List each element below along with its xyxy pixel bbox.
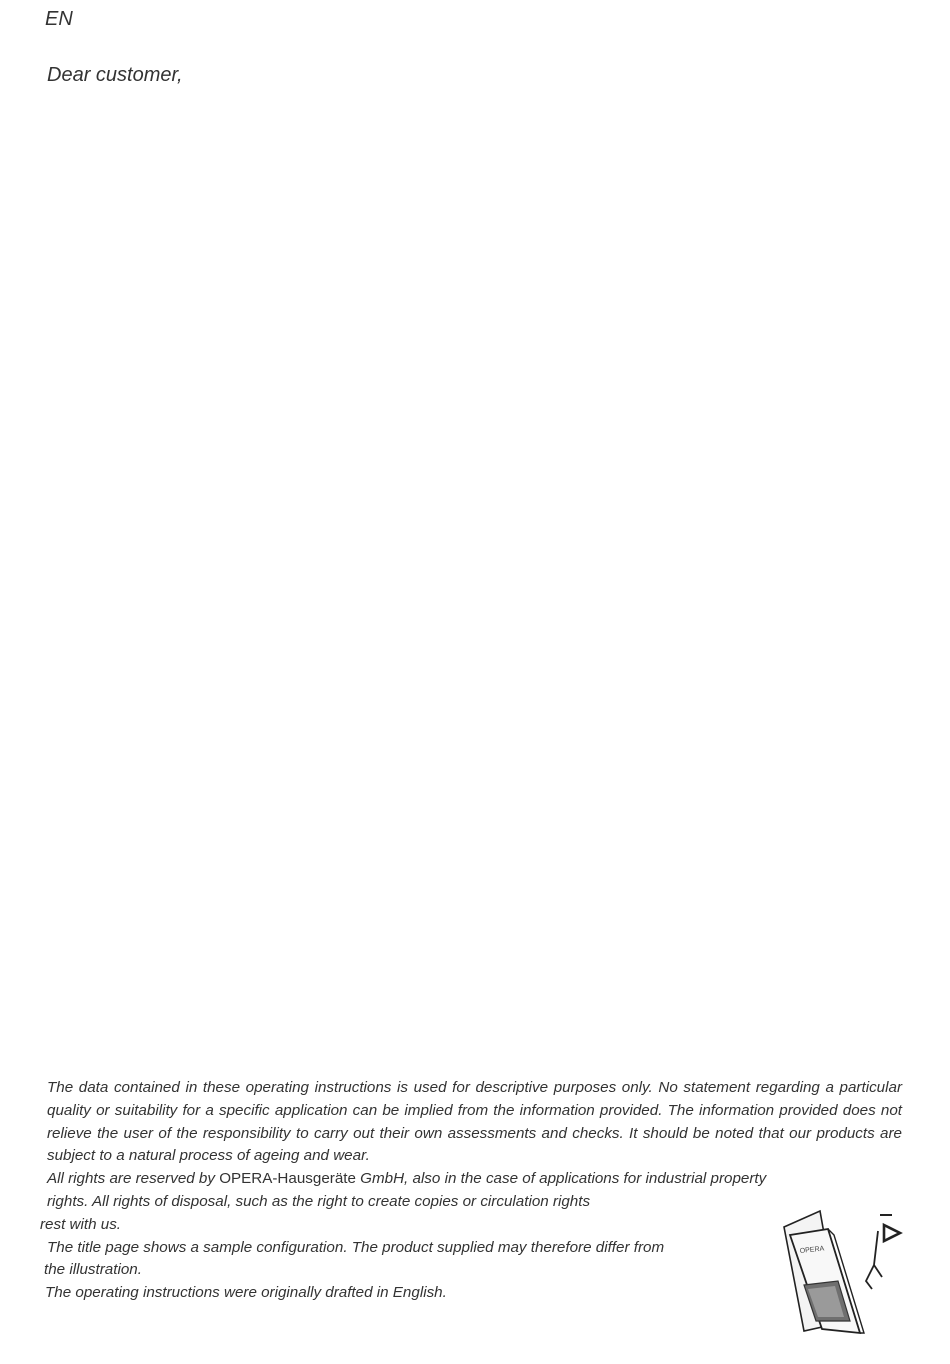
rights-prefix: All rights are reserved by [47,1170,220,1188]
greeting: Dear customer, [47,64,183,86]
rights-suffix: GmbH, also in the case of applications for industrial property rights. All rights of disposal, such as the right to create copies or circulation rights [47,1170,767,1210]
title-page-note: The title page shows a sample configuration. The product supplied may therefore differ from [47,1238,665,1256]
original-language-note: The operating instructions were originally drafted in English. [45,1284,447,1302]
language-code: EN [45,8,73,30]
rights-paragraph [47,1168,787,1214]
brand-name: OPERA-Hausgeräte [219,1170,356,1188]
disclaimer-paragraph: The data contained in these operating instructions is used for descriptive purposes only. No statement regarding a particular quality or suitability for a specific application can be implied from the information provided. The information provided does not relieve the user of the responsibility to carry out their own assessments and checks. It should be noted that our products are subject to a natural process of ageing and wear. [47,1079,902,1165]
title-page-note-continued: the illustration. [44,1261,142,1279]
cover-brand-text: OPERA [799,1245,825,1255]
rights-rest-line: rest with us. [40,1215,122,1233]
manual-booklet-icon [778,1205,906,1335]
